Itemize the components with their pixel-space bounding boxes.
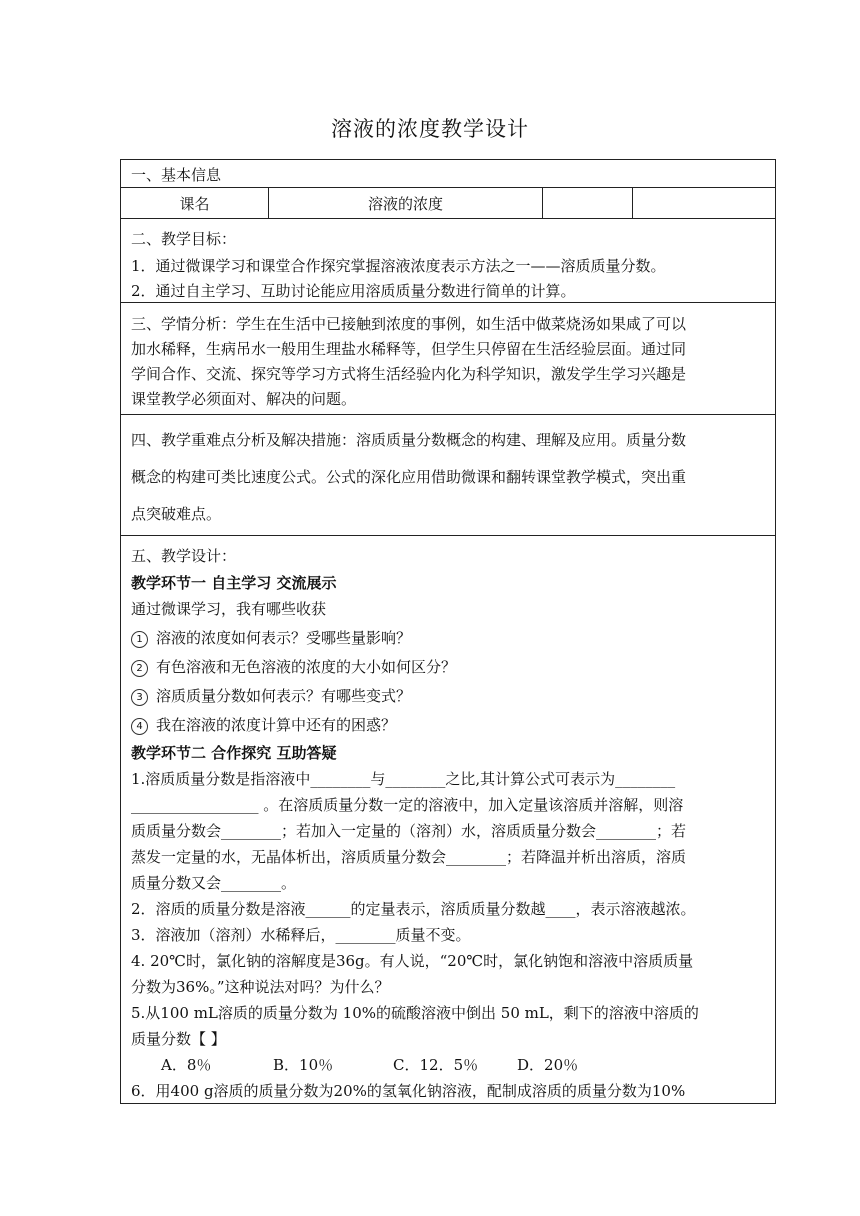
course-value: 溶液的浓度: [367, 195, 443, 213]
basic-info-row: [121, 160, 775, 188]
question-item-4: [131, 714, 396, 735]
part1-intro: 通过微课学习，我有哪些收获: [131, 600, 327, 618]
choice-b: B．10％: [273, 1056, 334, 1074]
learner-analysis-row: [121, 303, 775, 415]
goals-heading: 二、教学目标：: [131, 230, 237, 248]
question-item-1-text: 溶液的浓度如何表示？受哪些量影响？: [156, 629, 412, 647]
key-points-row: [121, 415, 775, 536]
question-item-2-text: 有色溶液和无色溶液的浓度的大小如何区分？: [156, 658, 457, 676]
question-item-2: [131, 656, 456, 677]
circled-number-4: 4: [131, 718, 148, 735]
exercise-line-3: 质质量分数会________；若加入一定量的（溶剂）水，溶质质量分数会________；若: [131, 822, 687, 840]
choice-c: C．12．5％: [393, 1056, 479, 1074]
choice-a: A．8％: [161, 1056, 212, 1074]
course-label-cell: [121, 188, 269, 218]
question-item-3-text: 溶质质量分数如何表示？有哪些变式？: [156, 687, 412, 705]
analysis-line-1: 三、学情分析：学生在生活中已接触到浓度的事例，如生活中做菜烧汤如果咸了可以: [131, 315, 687, 333]
goal-2: 2．通过自主学习、互助讨论能应用溶质质量分数进行简单的计算。: [131, 282, 576, 300]
circled-number-3: 3: [131, 689, 148, 706]
page-title: 溶液的浓度教学设计: [331, 117, 529, 141]
exercise-line-11: 质量分数【 】: [131, 1030, 226, 1048]
course-value-cell: [269, 188, 543, 218]
lesson-plan-table: [120, 159, 776, 1104]
analysis-line-4: 课堂教学必须面对、解决的问题。: [131, 390, 357, 408]
exercise-line-7: 3．溶液加（溶剂）水稀释后，________质量不变。: [131, 926, 471, 944]
exercise-line-5: 质量分数又会________。: [131, 874, 297, 892]
exercise-line-10: 5.从100 mL溶质的质量分数为 10%的硫酸溶液中倒出 50 mL，剩下的溶液中溶质的: [131, 1004, 699, 1022]
exercise-line-1: 1.溶质质量分数是指溶液中________与________之比,其计算公式可表示为________: [131, 770, 676, 788]
exercise-line-9: 分数为36%。”这种说法对吗？为什么？: [131, 978, 390, 996]
question-item-1: [131, 627, 411, 648]
analysis-line-3: 学间合作、交流、探究等学习方式将生活经验内化为科学知识，激发学生学习兴趣是: [131, 365, 687, 383]
teaching-goals-row: [121, 219, 775, 303]
teaching-design-row: [121, 536, 775, 1103]
exercise-line-6: 2．溶质的质量分数是溶液______的定量表示，溶质质量分数越____，表示溶液越浓。: [131, 900, 696, 918]
course-label: 课名: [179, 195, 210, 213]
goal-1: 1．通过微课学习和课堂合作探究掌握溶液浓度表示方法之一——溶质质量分数。: [131, 257, 666, 275]
circled-number-2: 2: [131, 660, 148, 677]
keypoints-line-1: 四、教学重难点分析及解决措施：溶质质量分数概念的构建、理解及应用。质量分数: [131, 431, 687, 449]
exercise-line-8: 4. 20℃时，氯化钠的溶解度是36g。有人说，“20℃时，氯化钠饱和溶液中溶质质量: [131, 952, 694, 970]
empty-cell-2: [633, 188, 777, 218]
design-heading: 五、教学设计：: [131, 547, 237, 565]
basic-info-heading: 一、基本信息: [131, 166, 222, 184]
choice-d: D．20％: [517, 1056, 579, 1074]
question-item-3: [131, 685, 411, 706]
keypoints-line-3: 点突破难点。: [131, 505, 222, 523]
course-row: [121, 188, 775, 219]
exercise-line-12: 6．用400 g溶质的质量分数为20%的氢氧化钠溶液，配制成溶质的质量分数为10%: [131, 1082, 686, 1100]
analysis-line-2: 加水稀释，生病吊水一般用生理盐水稀释等，但学生只停留在生活经验层面。通过同: [131, 340, 687, 358]
circled-number-1: 1: [131, 631, 148, 648]
part2-title: 教学环节二 合作探究 互助答疑: [131, 744, 337, 762]
exercise-line-4: 蒸发一定量的水，无晶体析出，溶质质量分数会________；若降温并析出溶质，溶质: [131, 848, 687, 866]
keypoints-line-2: 概念的构建可类比速度公式。公式的深化应用借助微课和翻转课堂教学模式，突出重: [131, 468, 687, 486]
part1-title: 教学环节一 自主学习 交流展示: [131, 574, 337, 592]
exercise-line-2: _________________ 。在溶质质量分数一定的溶液中，加入定量该溶质并溶解，则溶: [131, 796, 684, 814]
answer-choices: [161, 1054, 578, 1075]
empty-cell-1: [543, 188, 633, 218]
question-item-4-text: 我在溶液的浓度计算中还有的困惑？: [156, 716, 397, 734]
